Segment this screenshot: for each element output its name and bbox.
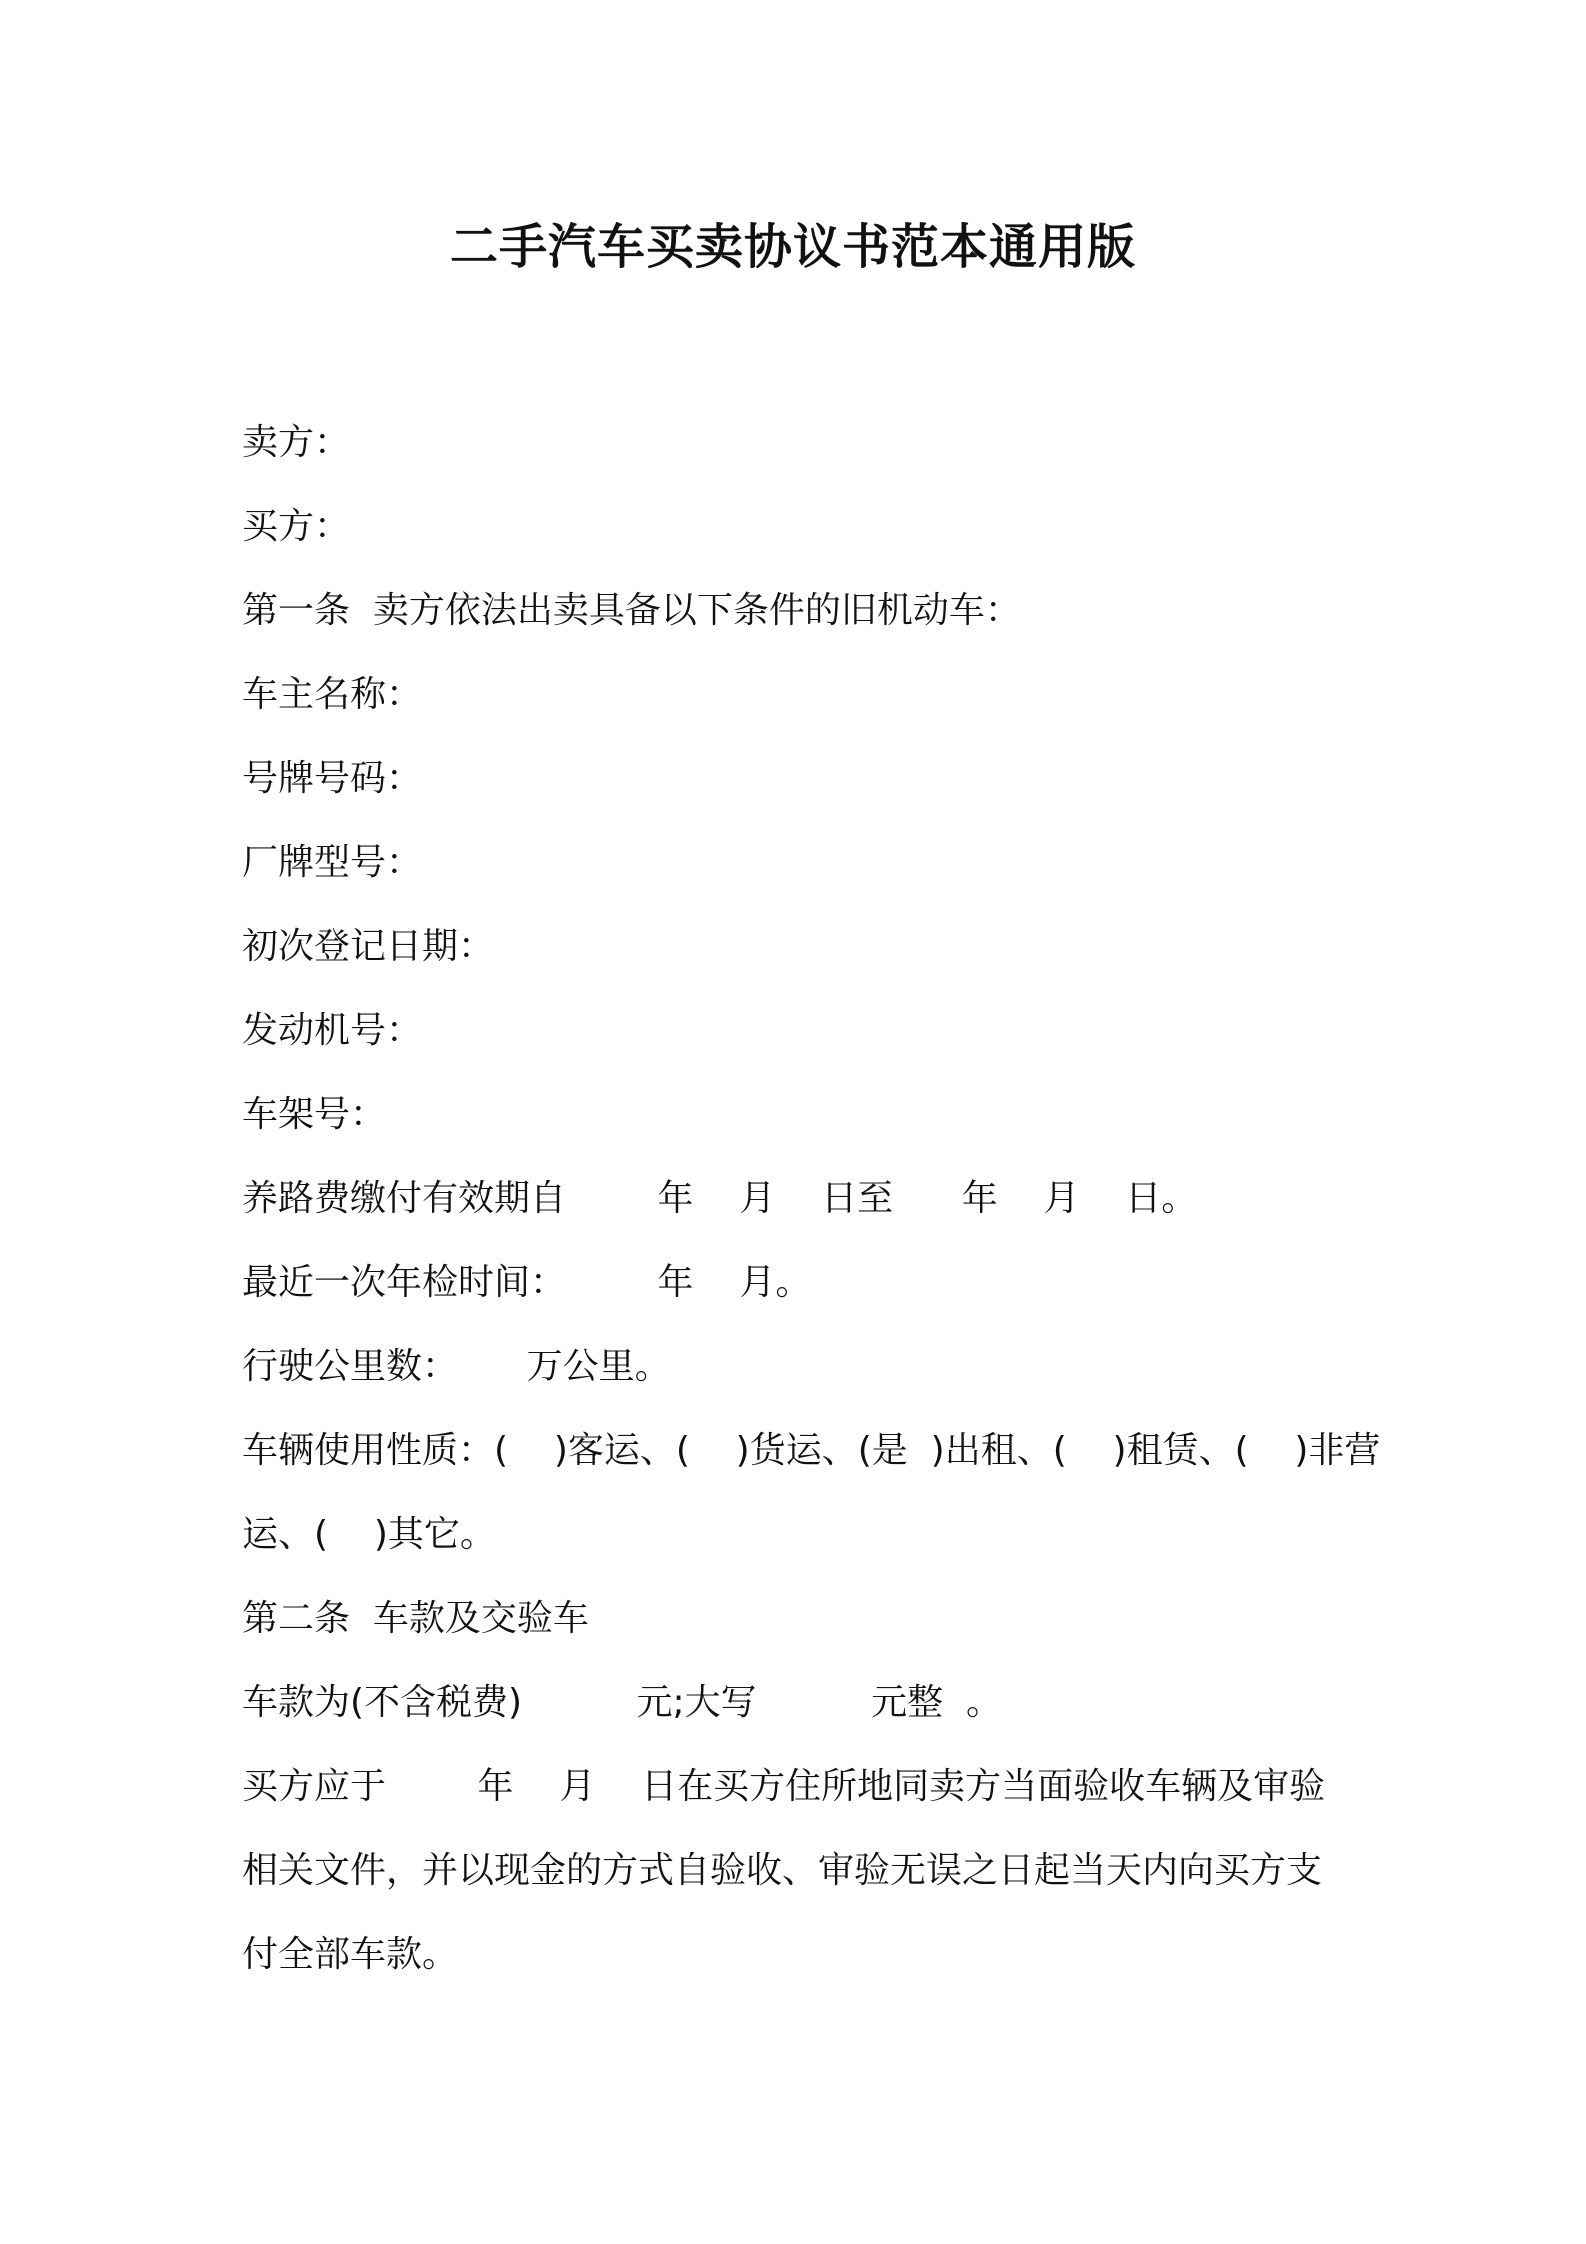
inspection-paragraph-line-3: 付全部车款。 [242,1934,459,1975]
road-fee-validity-line: 养路费缴付有效期自 年 月 日至 年 月 日。 [242,1178,1198,1219]
buyer-line: 买方： [242,506,351,547]
document-body [242,401,1381,1997]
inspection-paragraph-line-2: 相关文件，并以现金的方式自验收、审验无误之日起当天内向买方支 [242,1850,1323,1891]
inspection-paragraph-line-1: 买方应于 年 月 日在买方住所地同卖方当面验收车辆及审验 [242,1766,1326,1807]
document-title: 二手汽车买卖协议书范本通用版 [449,219,1136,275]
last-inspection-line: 最近一次年检时间： 年 月。 [242,1262,812,1303]
mileage-line: 行驶公里数： 万公里。 [242,1346,671,1387]
article-two-heading: 第二条 车款及交验车 [242,1598,589,1639]
article-one-heading: 第一条 卖方依法出卖具备以下条件的旧机动车： [242,590,1021,631]
chassis-number-line: 车架号： [242,1094,387,1135]
seller-line: 卖方： [242,422,351,463]
owner-name-line: 车主名称： [242,674,423,715]
vehicle-use-line-continued: 运、( )其它。 [242,1514,496,1555]
engine-number-line: 发动机号： [242,1010,423,1051]
first-registration-date-line: 初次登记日期： [242,926,495,967]
brand-model-line: 厂牌型号： [242,842,423,883]
price-line: 车款为(不含税费) 元;大写 元整 。 [242,1682,1002,1723]
plate-number-line: 号牌号码： [242,758,423,799]
vehicle-use-line: 车辆使用性质：( )客运、( )货运、(是 )出租、( )租赁、( )非营 [242,1430,1381,1471]
